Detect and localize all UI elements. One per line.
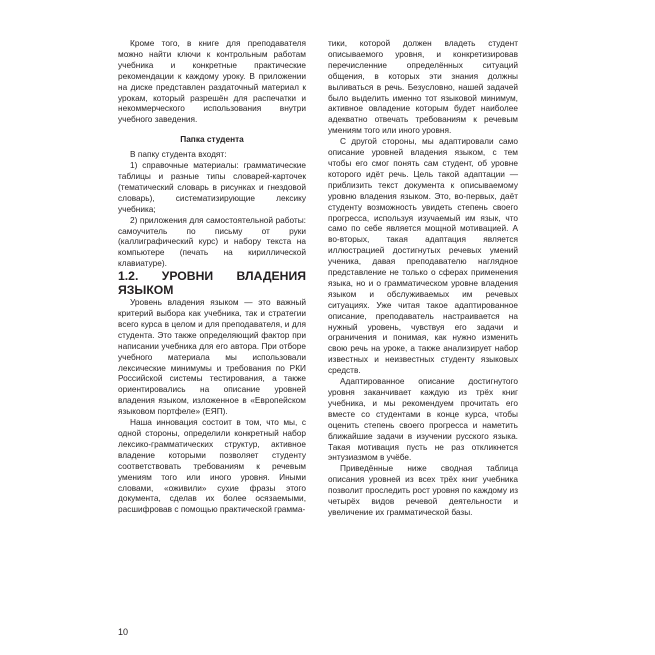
paragraph: тики, которой должен владеть студент описываемого уровня, и конкретизировав перечисленние определённых ситуаций общения, в которых эти знания должны выливаться в речь. Безусловно, нашей задачей было выделить именно тот языковой минимум, активное овладение которым будет наиболее адекватно отвечать требованиям к речевым умениям того или иного уровня. [328, 38, 518, 136]
paragraph: Уровень владения языком — это важный критерий выбора как учебника, так и стратегии всего курса в целом и для преподавателя, и для студента. Это также определяющий фактор при написании учебника для его автора. При отборе учебного материала мы использовали лексические минимумы и требования по РКИ Российской системы тестирования, а также ориентировались на описание уровней владения языком, изложенное в «Европейском языковом портфеле» (ЕЯП). [118, 297, 306, 417]
list-item: 1) справочные материалы: грамматические таблицы и разные типы словарей-карточек (тематический словарь в рисунках и гнездовой словарь), систематизирующие лексику учебника; [118, 160, 306, 214]
page-number: 10 [118, 627, 129, 637]
paragraph: Адаптированное описание достигнутого уровня заканчивает каждую из трёх книг учебника, и мы рекомендуем прочитать его вместе со студентами в конце курса, чтобы оценить степень своего прогресса и наметить ближайшие задачи в изучении русского языка. Такая мотивация пусть не раз откликнется энтузиазмом в учёбе. [328, 376, 518, 463]
paragraph: В папку студента входят: [130, 149, 227, 160]
paragraph: Наша инновация состоит в том, что мы, с одной стороны, определили конкретный набор лексико-грамматических структур, активное владение которыми позволяет студенту соответствовать требованиям к речевым умениям того или иного уровня. Иными словами, «оживили» сухие фразы этого документа, сделав их более осязаемыми, расшифровав с помощью практической грамма- [118, 417, 306, 515]
paragraph: Приведённые ниже сводная таблица описания уровней из всех трёх книг учебника позволит проследить рост уровня по каждому из четырёх видов речевой деятельности и увеличение их грамматической базы. [328, 463, 518, 517]
left-column [118, 38, 306, 515]
subheading: Папка студента [180, 134, 244, 145]
right-column [328, 38, 518, 518]
list-item: 2) приложения для самостоятельной работы: самоучитель по письму от руки (каллиграфический курс) и набору текста на компьютере (печать на кириллической клавиатуре). [118, 214, 306, 269]
paragraph: С другой стороны, мы адаптировали само описание уровней владения языком, с тем чтобы его смог понять сам студент, об уровне которого идёт речь. Цель такой адаптации — приблизить текст документа к описываемому уровню владения языком. Это, во-первых, даёт студенту возможность увидеть степень своего прогресса, используя изучаемый им язык, что само по себе является мощной мотивацией. А во-вторых, такая адаптация является иллюстрацией достигнутых речевых умений ученика, давая преподавателю наглядное представление не только о сферах применения языка, но и о грамматическом уровне владения языком и обслуживаемых им речевых ситуациях. Уже читая такое адаптированное описание, преподаватель настраивается на нужный уровень, чувствуя его задачи и ограничения и понимая, как нужно изменить свою речь на уроке, а также анализирует набор известных и неизвестных студенту языковых средств. [328, 136, 518, 376]
paragraph: Кроме того, в книге для преподавателя можно найти ключи к контрольным работам учебника и конкретные практические рекомендации к каждому уроку. В приложении на диске представлен раздаточный материал к урокам, который разрешён для распечатки и некоммерческого использования внутри учебного заведения. [118, 38, 306, 125]
section-title: 1.2. УРОВНИ ВЛАДЕНИЯ ЯЗЫКОМ [118, 269, 306, 298]
